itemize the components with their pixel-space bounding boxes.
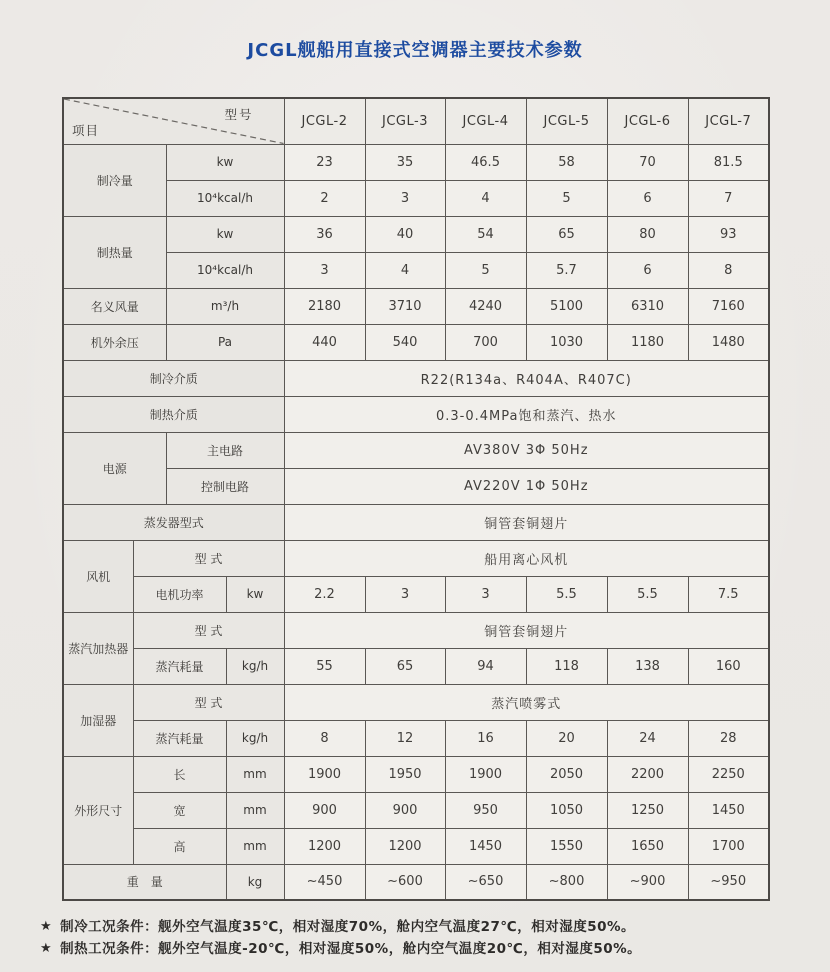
unit-cell: kw [166,216,284,252]
model-header-cell: JCGL-3 [365,98,445,144]
table-row [63,396,769,432]
star-icon: ★ [40,919,53,934]
table-row [63,576,769,612]
value-cell: 3 [365,180,445,216]
table-row [63,288,769,324]
value-cell: 1650 [607,828,688,864]
value-cell: 4240 [445,288,526,324]
table-row [63,684,769,720]
value-cell: 5.5 [526,576,607,612]
page-title: JCGL舰船用直接式空调器主要技术参数 [247,40,583,61]
value-cell: 7160 [688,288,769,324]
value-cell: 1200 [284,828,365,864]
unit-cell: 型 式 [133,612,284,648]
unit-cell: m³/h [166,288,284,324]
span-cell: 铜管套铜翅片 [284,612,769,648]
footnote-text: 制热工况条件：舰外空气温度-20℃，相对湿度50%，舱内空气温度20℃，相对湿度50%。 [60,941,642,957]
value-cell: 1450 [688,792,769,828]
model-header-cell: JCGL-2 [284,98,365,144]
unit-cell: mm [226,756,284,792]
value-cell: 2200 [607,756,688,792]
value-cell: 54 [445,216,526,252]
value-cell: 2250 [688,756,769,792]
value-cell: ~650 [445,864,526,900]
value-cell: 4 [365,252,445,288]
value-cell: 70 [607,144,688,180]
value-cell: 55 [284,648,365,684]
unit-cell: 主电路 [166,432,284,468]
value-cell: 1030 [526,324,607,360]
value-cell: 93 [688,216,769,252]
value-cell: 3 [284,252,365,288]
span-cell: 铜管套铜翅片 [284,504,769,540]
unit-cell: 长 [133,756,226,792]
table-row [63,468,769,504]
footnote-cooling-conditions [40,916,800,938]
value-cell: 440 [284,324,365,360]
table-row [63,720,769,756]
label-cell: 制冷量 [63,144,166,216]
spec-table [62,97,770,901]
value-cell: 1200 [365,828,445,864]
model-header-cell: JCGL-4 [445,98,526,144]
label-cell: 名义风量 [63,288,166,324]
value-cell: ~800 [526,864,607,900]
header-row [63,98,769,144]
value-cell: 65 [365,648,445,684]
footnote-text: 制冷工况条件：舰外空气温度35℃，相对湿度70%，舱内空气温度27℃，相对湿度50%。 [60,919,636,935]
value-cell: 3 [365,576,445,612]
corner-item-label: 项目 [72,122,100,138]
value-cell: 3710 [365,288,445,324]
value-cell: 1050 [526,792,607,828]
value-cell: 46.5 [445,144,526,180]
value-cell: 24 [607,720,688,756]
value-cell: 6 [607,252,688,288]
table-row [63,864,769,900]
value-cell: 12 [365,720,445,756]
value-cell: 1900 [284,756,365,792]
spec-table-body [63,144,769,900]
model-header-cell: JCGL-6 [607,98,688,144]
unit-cell: kg/h [226,648,284,684]
label-cell: 重 量 [63,864,226,900]
unit-cell: mm [226,792,284,828]
value-cell: 1550 [526,828,607,864]
value-cell: 40 [365,216,445,252]
value-cell: 118 [526,648,607,684]
value-cell: 4 [445,180,526,216]
table-row [63,540,769,576]
unit-cell: 电机功率 [133,576,226,612]
value-cell: 5 [526,180,607,216]
span-cell: 0.3-0.4MPa饱和蒸汽、热水 [284,396,769,432]
table-row [63,360,769,396]
unit-cell: mm [226,828,284,864]
value-cell: ~900 [607,864,688,900]
label-cell: 电源 [63,432,166,504]
span-cell: AV380V 3Φ 50Hz [284,432,769,468]
value-cell: 1700 [688,828,769,864]
table-row [63,216,769,252]
span-cell: 船用离心风机 [284,540,769,576]
value-cell: 160 [688,648,769,684]
value-cell: 5100 [526,288,607,324]
unit-cell: 10⁴kcal/h [166,180,284,216]
label-cell: 加湿器 [63,684,133,756]
model-header-cell: JCGL-5 [526,98,607,144]
unit-cell: 宽 [133,792,226,828]
value-cell: 3 [445,576,526,612]
unit-cell: 10⁴kcal/h [166,252,284,288]
value-cell: 2.2 [284,576,365,612]
value-cell: 58 [526,144,607,180]
value-cell: 16 [445,720,526,756]
unit-cell: 型 式 [133,540,284,576]
label-cell: 机外余压 [63,324,166,360]
value-cell: 35 [365,144,445,180]
value-cell: 2 [284,180,365,216]
unit-cell: kw [226,576,284,612]
table-row [63,180,769,216]
value-cell: 36 [284,216,365,252]
table-row [63,792,769,828]
corner-model-label: 型号 [224,107,254,122]
corner-cell [63,98,284,144]
value-cell: ~450 [284,864,365,900]
unit-cell: kw [166,144,284,180]
value-cell: 900 [284,792,365,828]
value-cell: 700 [445,324,526,360]
table-row [63,504,769,540]
value-cell: 1900 [445,756,526,792]
value-cell: 81.5 [688,144,769,180]
span-cell: R22(R134a、R404A、R407C) [284,360,769,396]
unit-cell: kg [226,864,284,900]
unit-cell: 高 [133,828,226,864]
table-row [63,612,769,648]
value-cell: 138 [607,648,688,684]
value-cell: 6 [607,180,688,216]
value-cell: 1950 [365,756,445,792]
value-cell: ~950 [688,864,769,900]
footnote-heating-conditions [40,938,800,960]
table-row [63,648,769,684]
unit-cell: 型 式 [133,684,284,720]
spec-table-wrap [62,97,768,901]
table-row [63,828,769,864]
model-header-cell: JCGL-7 [688,98,769,144]
label-cell: 风机 [63,540,133,612]
table-row [63,324,769,360]
value-cell: 6310 [607,288,688,324]
value-cell: 5 [445,252,526,288]
value-cell: 20 [526,720,607,756]
value-cell: 2180 [284,288,365,324]
unit-cell: Pa [166,324,284,360]
label-cell: 外形尺寸 [63,756,133,864]
value-cell: 7 [688,180,769,216]
value-cell: 23 [284,144,365,180]
span-cell: 蒸汽喷雾式 [284,684,769,720]
value-cell: 1180 [607,324,688,360]
star-icon: ★ [40,941,53,956]
footnotes [40,916,800,960]
value-cell: 94 [445,648,526,684]
unit-cell: 控制电路 [166,468,284,504]
value-cell: 28 [688,720,769,756]
unit-cell: kg/h [226,720,284,756]
value-cell: 950 [445,792,526,828]
label-cell: 蒸发器型式 [63,504,284,540]
value-cell: 5.5 [607,576,688,612]
table-row [63,252,769,288]
value-cell: 1250 [607,792,688,828]
value-cell: 540 [365,324,445,360]
value-cell: 2050 [526,756,607,792]
table-row [63,432,769,468]
value-cell: ~600 [365,864,445,900]
value-cell: 5.7 [526,252,607,288]
table-row [63,756,769,792]
value-cell: 8 [688,252,769,288]
label-cell: 制热介质 [63,396,284,432]
value-cell: 900 [365,792,445,828]
table-row [63,144,769,180]
value-cell: 1480 [688,324,769,360]
value-cell: 65 [526,216,607,252]
value-cell: 7.5 [688,576,769,612]
label-cell: 制热量 [63,216,166,288]
value-cell: 80 [607,216,688,252]
unit-cell: 蒸汽耗量 [133,720,226,756]
value-cell: 8 [284,720,365,756]
label-cell: 制冷介质 [63,360,284,396]
value-cell: 1450 [445,828,526,864]
unit-cell: 蒸汽耗量 [133,648,226,684]
label-cell: 蒸汽加热器 [63,612,133,684]
span-cell: AV220V 1Φ 50Hz [284,468,769,504]
